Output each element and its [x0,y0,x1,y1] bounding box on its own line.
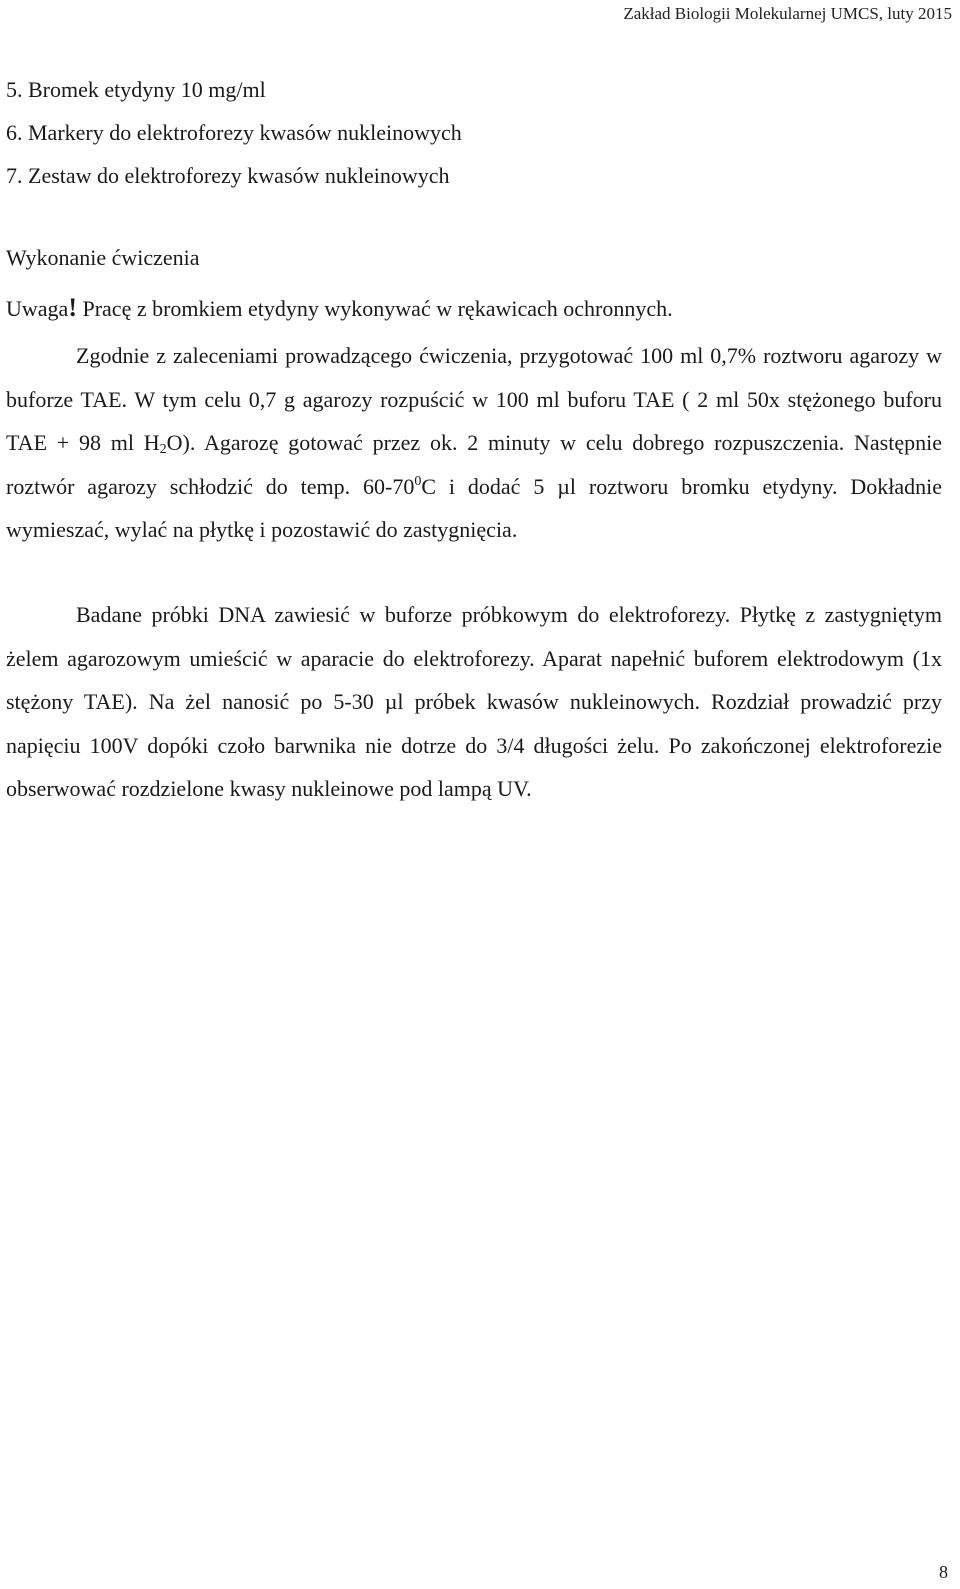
warning-note [6,288,673,329]
warning-prefix: Uwaga [6,296,69,321]
page-number: 8 [939,1562,948,1582]
exclamation-mark: ! [68,293,77,322]
paragraph-text: Zgodnie z zaleceniami prowadzącego ćwiczenia, przygotować 100 ml 0,7% roztworu agarozy w buforze TAE. W tym celu 0,7 g agarozy rozpuścić w 100 ml buforu TAE ( 2 ml 50x stężonego buforu TAE + 98 ml H [6,343,942,455]
warning-text: Pracę z bromkiem etydyny wykonywać w rękawicach ochronnych. [76,296,673,321]
superscript: 0 [414,473,422,489]
list-item: 7. Zestaw do elektroforezy kwasów nukleinowych [6,163,450,188]
paragraph-text: C i dodać 5 µl roztworu bromku etydyny. Dokładnie wymieszać, wylać na płytkę i pozostawić do zastygnięcia. [6,473,942,542]
subscript: 2 [159,442,167,457]
materials-list [6,68,946,197]
list-item: 6. Markery do elektroforezy kwasów nukleinowych [6,120,462,145]
procedure-paragraph-1 [6,334,942,552]
paragraph-text: Badane próbki DNA zawiesić w buforze próbkowym do elektroforezy. Płytkę z zastygniętym żelem agarozowym umieścić w aparacie do elektroforezy. Aparat napełnić buforem elektrodowym (1x stężony TAE). Na żel nanosić po 5-30 µl próbek kwasów nukleinowych. Rozdział prowadzić przy napięciu 100V dopóki czoło barwnika nie dotrze do 3/4 długości żelu. Po zakończonej elektroforezie obserwować rozdzielone kwasy nukleinowe pod lampą UV. [6,602,942,801]
section-title: Wykonanie ćwiczenia [6,245,200,270]
list-item: 5. Bromek etydyny 10 mg/ml [6,77,266,102]
paragraph-text: O). Agarozę gotować przez ok. 2 minuty w celu dobrego rozpuszczenia. Następnie roztwór agarozy schłodzić do temp. 60-70 [6,430,942,499]
procedure-paragraph-2 [6,593,942,811]
page-header: Zakład Biologii Molekularnej UMCS, luty 2015 [623,4,952,23]
